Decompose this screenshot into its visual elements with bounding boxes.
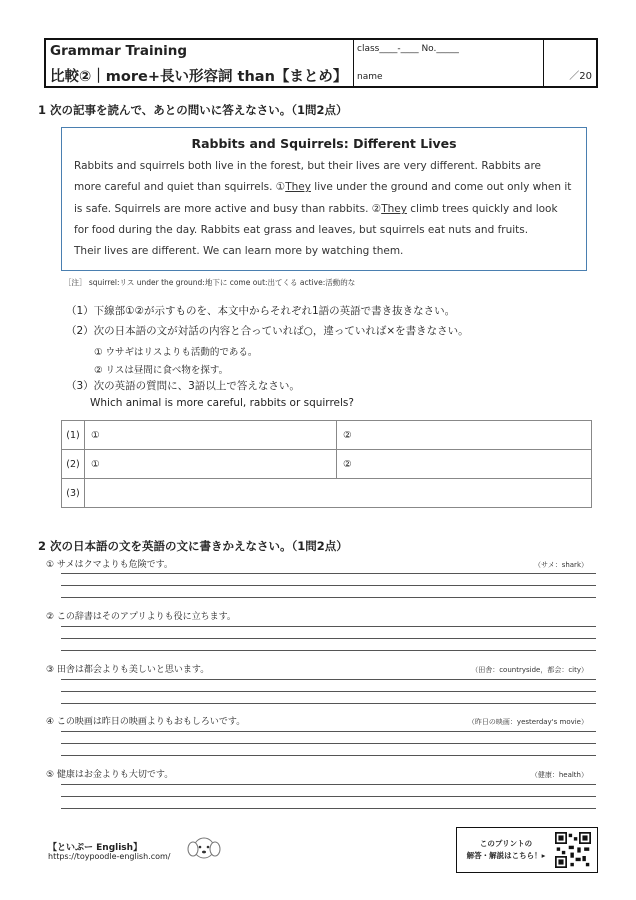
poodle-mascot-icon [184, 832, 224, 864]
answer-line[interactable] [61, 784, 596, 785]
worksheet-title-jp: 比較②｜more+長い形容詞 than【まとめ】 [50, 69, 348, 85]
brand-name: 【といぷー English】 [48, 843, 143, 853]
row-label: (1) [62, 421, 85, 450]
answer-line[interactable] [61, 679, 596, 680]
table-row [62, 421, 592, 450]
title-cell [46, 40, 354, 86]
answer-line[interactable] [61, 703, 596, 704]
worksheet-title-en: Grammar Training [50, 43, 188, 59]
passage-line: more careful and quiet than squirrels. ①They live under the ground and come out only when it [74, 181, 572, 193]
translation-hint: （田舎：countryside，都会：city） [471, 666, 588, 674]
answer-line[interactable] [61, 743, 596, 744]
passage-line: Their lives are different. We can learn more by watching them. [74, 245, 404, 257]
worksheet-header [44, 38, 598, 88]
answer-line[interactable] [61, 796, 596, 797]
question-2-item-1: ① ウサギはリスよりも活動的である。 [94, 347, 258, 358]
question-3-english: Which animal is more careful, rabbits or squirrels? [90, 397, 354, 409]
row-label: (2) [62, 450, 85, 479]
passage-title: Rabbits and Squirrels: Different Lives [191, 136, 457, 151]
underline-they-2: They [381, 203, 407, 215]
answer-line[interactable] [61, 691, 596, 692]
translation-hint: （サメ：shark） [533, 561, 588, 569]
answer-link-line1: このプリントの [479, 839, 533, 848]
translation-item: ⑤ 健康はお金よりも大切です。 [46, 770, 174, 780]
answer-line[interactable] [61, 755, 596, 756]
answer-line[interactable] [61, 731, 596, 732]
translation-hint: （昨日の映画：yesterday's movie） [467, 718, 588, 726]
table-row [62, 450, 592, 479]
score-field: ／20 [569, 71, 592, 82]
passage-line: is safe. Squirrels are more active and busy than rabbits. ②They climb trees quickly and look [74, 203, 558, 215]
answer-line[interactable] [61, 638, 596, 639]
answer-cell[interactable]: ② [337, 450, 592, 479]
brand-url[interactable]: https://toypoodle-english.com/ [48, 852, 171, 861]
answer-line[interactable] [61, 808, 596, 809]
answer-cell[interactable] [85, 479, 592, 508]
translation-item: ② この辞書はそのアプリよりも役に立ちます。 [46, 612, 236, 622]
answer-cell[interactable]: ① [85, 421, 337, 450]
row-label: (3) [62, 479, 85, 508]
passage-box [61, 127, 587, 271]
section2-title: 2 次の日本語の文を英語の文に書きかえなさい。（1問2点） [38, 539, 348, 553]
translation-item: ④ この映画は昨日の映画よりもおもしろいです。 [46, 717, 246, 727]
vocab-note: ［注］ squirrel:リス under the ground:地下に come out:出てくる active:活動的な [64, 278, 356, 287]
answer-table [61, 420, 592, 508]
section1-title: 1 次の記事を読んで、あとの問いに答えなさい。（1問2点） [38, 103, 348, 117]
answer-cell[interactable]: ① [85, 450, 337, 479]
passage-line: Rabbits and squirrels both live in the forest, but their lives are very different. Rabbits are [74, 160, 542, 172]
question-1: （1）下線部①②が示すものを、本文中からそれぞれ1語の英語で書き抜きなさい。 [66, 305, 456, 317]
answer-line[interactable] [61, 626, 596, 627]
answer-cell[interactable]: ② [337, 421, 592, 450]
qr-code-icon[interactable] [555, 832, 591, 868]
translation-item: ① サメはクマよりも危険です。 [46, 560, 173, 570]
answer-line[interactable] [61, 573, 596, 574]
underline-they-1: They [285, 181, 311, 193]
table-row [62, 479, 592, 508]
question-2-item-2: ② リスは昼間に食べ物を探す。 [94, 365, 229, 376]
answer-link-box[interactable] [456, 827, 598, 873]
class-name-cell [353, 40, 544, 86]
answer-line[interactable] [61, 650, 596, 651]
class-number-field[interactable]: class____-____ No._____ [357, 44, 459, 54]
translation-hint: （健康：health） [530, 771, 588, 779]
question-3: （3）次の英語の質問に、3語以上で答えなさい。 [66, 380, 300, 392]
answer-line[interactable] [61, 597, 596, 598]
passage-line: for food during the day. Rabbits eat grass and leaves, but squirrels eat nuts and fruits. [74, 224, 529, 236]
name-field[interactable]: name [357, 72, 383, 82]
question-2: （2）次の日本語の文が対話の内容と合っていれば○，違っていれば×を書きなさい。 [66, 325, 469, 337]
answer-link-line2: 解答・解説はこちら！▸ [466, 851, 546, 860]
answer-line[interactable] [61, 585, 596, 586]
translation-item: ③ 田舎は都会よりも美しいと思います。 [46, 665, 210, 675]
